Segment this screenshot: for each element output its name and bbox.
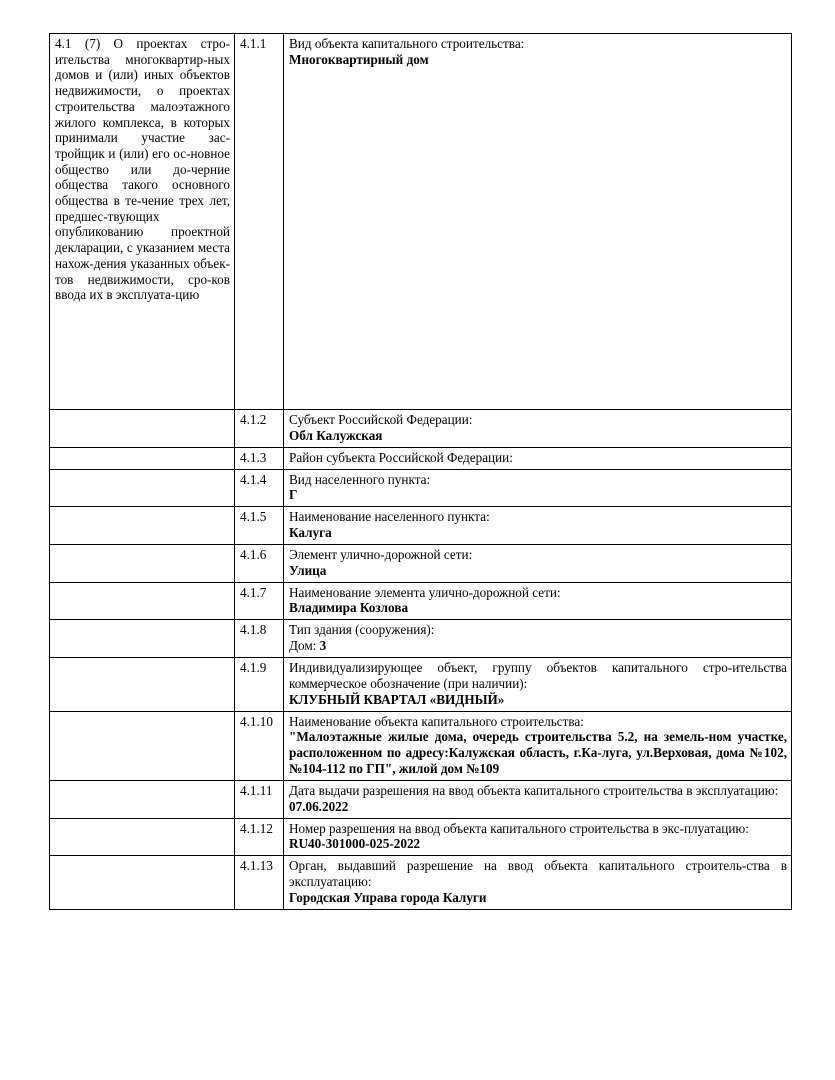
row-value-4-1-8 bbox=[284, 620, 792, 658]
table-row bbox=[50, 34, 792, 410]
table-row bbox=[50, 818, 792, 856]
row-code-4-1-3: 4.1.3 bbox=[235, 447, 284, 469]
row-code-4-1-6: 4.1.6 bbox=[235, 544, 284, 582]
empty-label-cell bbox=[50, 410, 235, 448]
row-value-4-1-7 bbox=[284, 582, 792, 620]
row-code-4-1-12: 4.1.12 bbox=[235, 818, 284, 856]
row-answer-4-1-4: Г bbox=[289, 487, 298, 503]
row-code-4-1-8: 4.1.8 bbox=[235, 620, 284, 658]
empty-label-cell bbox=[50, 469, 235, 507]
row-question-4-1-4: Вид населенного пункта: bbox=[289, 471, 431, 487]
row-code-4-1-7: 4.1.7 bbox=[235, 582, 284, 620]
row-question-4-1-13: Орган, выдавший разрешение на ввод объекта капитального строитель-ства в эксплуатацию: bbox=[289, 858, 787, 890]
table-row bbox=[50, 507, 792, 545]
row-question-4-1-7: Наименование элемента улично-дорожной сети: bbox=[289, 584, 561, 600]
table-row bbox=[50, 657, 792, 711]
row-answer-4-1-8-prefix: Дом: bbox=[289, 638, 320, 654]
table-row bbox=[50, 447, 792, 469]
row-question-4-1-8: Тип здания (сооружения): bbox=[289, 622, 435, 638]
row-answer-4-1-8 bbox=[289, 638, 787, 654]
row-answer-4-1-7: Владимира Козлова bbox=[289, 600, 409, 616]
row-answer-4-1-1: Многоквартирный дом bbox=[289, 51, 429, 67]
project-declaration-table bbox=[49, 33, 792, 910]
row-question-4-1-6: Элемент улично-дорожной сети: bbox=[289, 546, 473, 562]
row-answer-4-1-9: КЛУБНЫЙ КВАРТАЛ «ВИДНЫЙ» bbox=[289, 691, 505, 707]
row-answer-4-1-13: Городская Управа города Калуги bbox=[289, 889, 487, 905]
table-row bbox=[50, 410, 792, 448]
row-answer-4-1-8-value: 3 bbox=[319, 638, 327, 654]
row-code-4-1-2: 4.1.2 bbox=[235, 410, 284, 448]
row-answer-4-1-11: 07.06.2022 bbox=[289, 798, 349, 814]
row-question-4-1-1: Вид объекта капитального строительства: bbox=[289, 36, 525, 51]
row-value-4-1-12 bbox=[284, 818, 792, 856]
section-label-cell bbox=[50, 34, 235, 410]
table-row bbox=[50, 711, 792, 780]
row-value-4-1-10 bbox=[284, 711, 792, 780]
row-code-4-1-9: 4.1.9 bbox=[235, 657, 284, 711]
empty-label-cell bbox=[50, 657, 235, 711]
row-question-4-1-2: Субъект Российской Федерации: bbox=[289, 412, 473, 427]
row-value-4-1-9 bbox=[284, 657, 792, 711]
empty-label-cell bbox=[50, 620, 235, 658]
row-value-4-1-5 bbox=[284, 507, 792, 545]
row-value-4-1-6 bbox=[284, 544, 792, 582]
row-value-4-1-4 bbox=[284, 469, 792, 507]
row-code-4-1-11: 4.1.11 bbox=[235, 780, 284, 818]
empty-label-cell bbox=[50, 544, 235, 582]
row-question-4-1-10: Наименование объекта капитального строительства: bbox=[289, 713, 584, 729]
row-value-4-1-3 bbox=[284, 447, 792, 469]
row-answer-4-1-2: Обл Калужская bbox=[289, 427, 383, 443]
row-value-4-1-13 bbox=[284, 856, 792, 910]
row-code-4-1-13: 4.1.13 bbox=[235, 856, 284, 910]
row-answer-4-1-12: RU40-301000-025-2022 bbox=[289, 836, 421, 852]
empty-label-cell bbox=[50, 507, 235, 545]
row-code-4-1-10: 4.1.10 bbox=[235, 711, 284, 780]
empty-label-cell bbox=[50, 447, 235, 469]
row-question-4-1-3: Район субъекта Российской Федерации: bbox=[289, 449, 513, 465]
section-label-text: 4.1 (7) О проектах стро-ительства многоквартир-ных домов и (или) иных объектов недвижимости, о проектах строительства малоэтажного жилого комплекса, в которых принимали участие зас-тройщик и (или) его ос-новное общество или до-черние общества такого основного общества в те-чение трех лет, предшес-твующих опубликованию проектной декларации, с указанием места нахож-дения указанных объек-тов недвижимости, сро-ков ввода их в эксплуата-цию bbox=[55, 36, 230, 303]
table-row bbox=[50, 780, 792, 818]
row-answer-4-1-6: Улица bbox=[289, 562, 327, 578]
empty-label-cell bbox=[50, 856, 235, 910]
table-row bbox=[50, 856, 792, 910]
row-value-4-1-1 bbox=[284, 34, 792, 410]
row-code-4-1-5: 4.1.5 bbox=[235, 507, 284, 545]
row-answer-4-1-10: "Малоэтажные жилые дома, очередь строительства 5.2, на земель-ном участке, расположенном по адресу:Калужская область, г.Ка-луга, ул.Верховая, дома №102, №104-112 по ГП", жилой дом №109 bbox=[289, 729, 787, 777]
table-row bbox=[50, 582, 792, 620]
row-question-4-1-9: Индивидуализирующее объект, группу объектов капитального стро-ительства коммерческое обозначение (при наличии): bbox=[289, 659, 787, 691]
row-question-4-1-11: Дата выдачи разрешения на ввод объекта капитального строительства в эксплуатацию: bbox=[289, 782, 779, 798]
row-question-4-1-12: Номер разрешения на ввод объекта капитального строительства в экс-плуатацию: bbox=[289, 820, 749, 836]
empty-label-cell bbox=[50, 711, 235, 780]
table-row bbox=[50, 544, 792, 582]
table-row bbox=[50, 469, 792, 507]
row-code-4-1-4: 4.1.4 bbox=[235, 469, 284, 507]
table-row bbox=[50, 620, 792, 658]
empty-label-cell bbox=[50, 582, 235, 620]
row-value-4-1-11 bbox=[284, 780, 792, 818]
empty-label-cell bbox=[50, 780, 235, 818]
row-answer-4-1-5: Калуга bbox=[289, 525, 332, 541]
row-question-4-1-5: Наименование населенного пункта: bbox=[289, 509, 490, 525]
row-code-4-1-1: 4.1.1 bbox=[235, 34, 284, 410]
empty-label-cell bbox=[50, 818, 235, 856]
row-value-4-1-2 bbox=[284, 410, 792, 448]
